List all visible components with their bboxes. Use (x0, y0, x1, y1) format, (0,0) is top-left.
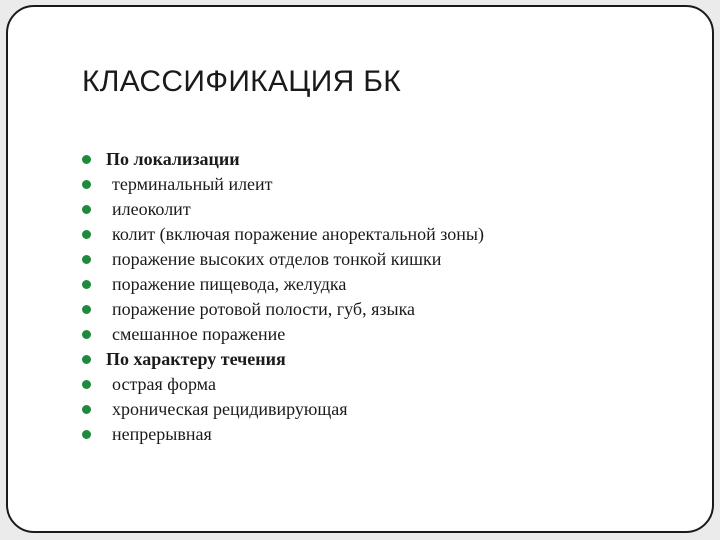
bullet-icon (82, 355, 91, 364)
list-item-label: По локализации (106, 149, 240, 169)
list-item-label: терминальный илеит (112, 174, 273, 194)
bullet-icon (82, 380, 91, 389)
bullet-icon (82, 330, 91, 339)
bullet-icon (82, 230, 91, 239)
bullet-icon (82, 180, 91, 189)
list-item-label: поражение ротовой полости, губ, языка (112, 299, 416, 319)
slide (6, 5, 714, 533)
list-item-label: поражение высоких отделов тонкой кишки (112, 249, 442, 269)
list-item-label: По характеру течения (106, 349, 286, 369)
bullet-icon (82, 155, 91, 164)
list-item-label: смешанное поражение (112, 324, 286, 344)
list-item-label: непрерывная (112, 424, 212, 444)
bullet-icon (82, 430, 91, 439)
bullet-icon (82, 405, 91, 414)
bullet-icon (82, 305, 91, 314)
bullet-icon (82, 255, 91, 264)
bullet-icon (82, 280, 91, 289)
bullet-icon (82, 205, 91, 214)
list-item-label: острая форма (112, 374, 216, 394)
list-item-label: колит (включая поражение аноректальной зоны) (112, 224, 484, 244)
list-item-label: илеоколит (112, 199, 191, 219)
list-item-label: хроническая рецидивирующая (112, 399, 348, 419)
list-item-label: поражение пищевода, желудка (112, 274, 347, 294)
slide-title: КЛАССИФИКАЦИЯ БК (82, 65, 401, 98)
